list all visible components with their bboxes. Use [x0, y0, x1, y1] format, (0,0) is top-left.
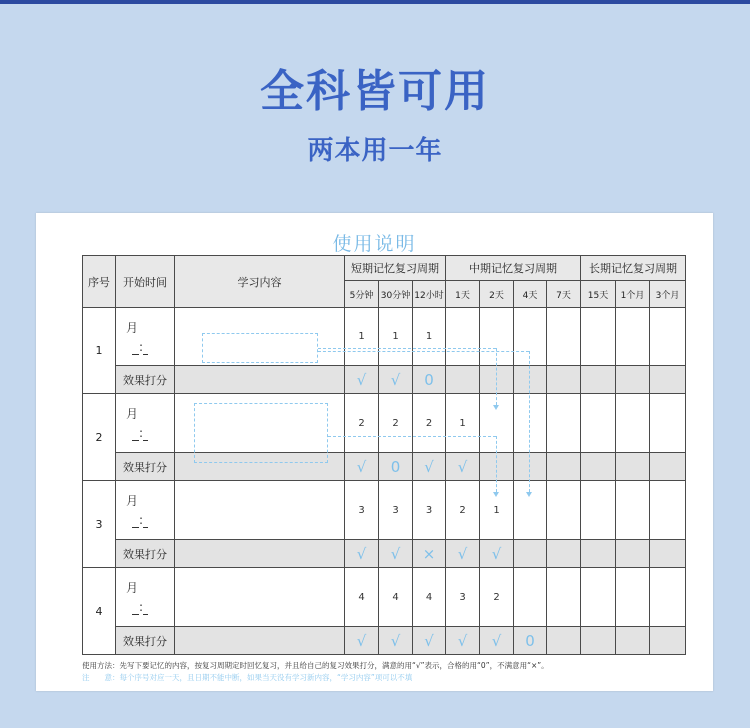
review-mark: √	[390, 370, 401, 389]
score-label-cell	[115, 365, 175, 394]
review-count: 1	[425, 331, 433, 342]
header-interval-text: 7天	[556, 290, 571, 301]
header-interval-text: 4天	[522, 290, 538, 301]
count-cell	[513, 393, 547, 453]
review-count: 3	[459, 591, 466, 603]
start-date: 月	[126, 407, 139, 421]
highlight-box-row2	[194, 403, 328, 463]
mark-cell	[615, 452, 650, 481]
mark-cell	[513, 452, 547, 481]
seq-cell	[82, 307, 116, 394]
count-cell	[580, 393, 616, 453]
count-cell	[615, 307, 650, 366]
mark-cell	[445, 539, 480, 568]
mark-cell	[445, 452, 480, 481]
mark-cell	[649, 539, 686, 568]
header-interval	[546, 280, 581, 308]
count-cell	[649, 567, 686, 627]
start-date: 月	[126, 581, 139, 595]
review-count: 3	[392, 504, 399, 516]
mark-cell	[445, 365, 480, 394]
review-mark: √	[390, 631, 401, 650]
count-cell	[412, 307, 446, 366]
count-cell	[649, 480, 686, 540]
review-table	[82, 255, 685, 654]
review-count: 2	[392, 417, 399, 429]
header-interval	[513, 280, 547, 308]
header-interval	[378, 280, 413, 308]
mark-cell	[513, 365, 547, 394]
count-cell	[580, 307, 616, 366]
header-seq	[82, 255, 116, 308]
start-time: :	[132, 513, 192, 527]
score-label-cell	[115, 626, 175, 655]
time-hour	[132, 600, 139, 615]
count-cell	[344, 307, 379, 366]
seq-cell-text: 3	[95, 517, 103, 531]
mark-cell	[378, 365, 413, 394]
header-seq-text: 序号	[88, 275, 110, 289]
header-long-term-text: 长期记忆复习周期	[589, 262, 677, 275]
header-interval-text: 1个月	[620, 290, 645, 301]
mark-cell	[479, 539, 514, 568]
score-label-cell-text: 效果打分	[123, 460, 167, 474]
count-cell	[513, 480, 547, 540]
note-text: 注 意：每个序号对应一天，且日期不能中断，如果当天没有学习新内容，“学习内容”项可以不填	[82, 673, 413, 682]
mark-cell	[580, 452, 616, 481]
count-cell	[344, 393, 379, 453]
highlight-box-row1	[202, 333, 318, 363]
content-cell	[174, 567, 345, 627]
usage-method-text: 使用方法：先写下要记忆的内容，按复习周期定时回忆复习，并且给自己的复习效果打分，满意的用“√”表示，合格的用“0”，不满意用“×”。	[82, 661, 549, 670]
mark-cell	[378, 626, 413, 655]
content-score-cell	[174, 626, 345, 655]
review-mark: √	[457, 631, 468, 650]
header-short-term-text: 短期记忆复习周期	[351, 262, 439, 275]
count-cell	[546, 307, 581, 366]
header-start-time-text: 开始时间	[123, 275, 167, 289]
instruction-sheet	[36, 213, 713, 691]
start-time-cell	[115, 307, 175, 366]
mark-cell	[580, 365, 616, 394]
count-cell	[445, 567, 480, 627]
connector-row1-a-tip	[493, 405, 499, 410]
count-cell	[479, 567, 514, 627]
score-label-cell-text: 效果打分	[123, 634, 167, 648]
header-interval-text: 1天	[455, 290, 470, 301]
mark-cell	[580, 539, 616, 568]
start-time: :	[132, 340, 192, 354]
review-count: 4	[358, 591, 365, 603]
count-cell	[615, 480, 650, 540]
mark-cell	[344, 365, 379, 394]
count-cell	[580, 567, 616, 627]
connector-row2-a-tip	[493, 492, 499, 497]
mark-cell	[412, 539, 446, 568]
count-cell	[412, 393, 446, 453]
connector-row2-a	[496, 436, 497, 492]
header-interval-text: 5分钟	[349, 290, 374, 301]
header-interval	[580, 280, 616, 308]
connector-row2-h	[328, 436, 496, 437]
header-interval	[649, 280, 686, 308]
review-count: 1	[459, 417, 466, 429]
count-cell	[344, 480, 379, 540]
connector-row1-a	[496, 348, 497, 405]
mark-cell	[580, 626, 616, 655]
review-mark: √	[390, 544, 401, 563]
header-interval-text: 15天	[587, 290, 609, 301]
time-hour	[132, 340, 139, 355]
mark-cell	[344, 626, 379, 655]
connector-row1-b	[529, 351, 530, 492]
score-label-cell	[115, 452, 175, 481]
count-cell	[378, 307, 413, 366]
start-time: :	[132, 426, 192, 440]
review-mark: √	[424, 631, 434, 650]
mark-cell	[649, 365, 686, 394]
mark-cell	[546, 452, 581, 481]
count-cell	[546, 480, 581, 540]
time-minute	[143, 426, 148, 441]
review-count: 3	[425, 504, 433, 516]
review-count: 1	[493, 504, 500, 516]
count-cell	[546, 393, 581, 453]
header-interval-text: 3个月	[655, 290, 680, 301]
headline: 全科皆可用	[260, 66, 490, 117]
count-cell	[649, 307, 686, 366]
count-cell	[546, 567, 581, 627]
start-time-cell	[115, 480, 175, 540]
count-cell	[580, 480, 616, 540]
sheet-title: 使用说明	[332, 233, 417, 255]
header-interval	[445, 280, 480, 308]
mark-cell	[412, 452, 446, 481]
score-label-cell-text: 效果打分	[123, 547, 167, 561]
header-mid-term	[445, 255, 581, 281]
subheadline: 两本用一年	[307, 136, 443, 166]
seq-cell	[82, 393, 116, 481]
count-cell	[412, 567, 446, 627]
seq-cell	[82, 567, 116, 655]
seq-cell-text: 4	[95, 604, 103, 618]
content-score-cell	[174, 365, 345, 394]
count-cell	[513, 307, 547, 366]
header-interval-text: 30分钟	[380, 290, 411, 301]
count-cell	[445, 393, 480, 453]
review-mark: √	[424, 457, 434, 476]
start-date: 月	[126, 321, 139, 335]
count-cell	[378, 480, 413, 540]
mark-cell	[546, 365, 581, 394]
review-count: 3	[358, 504, 365, 516]
review-count: 1	[392, 331, 399, 342]
mark-cell	[649, 452, 686, 481]
time-minute	[143, 513, 148, 528]
count-cell	[344, 567, 379, 627]
content-cell	[174, 480, 345, 540]
mark-cell	[412, 626, 446, 655]
start-time-cell	[115, 393, 175, 453]
header-interval	[344, 280, 379, 308]
count-cell	[649, 393, 686, 453]
time-hour	[132, 513, 139, 528]
header-interval	[479, 280, 514, 308]
time-minute	[143, 600, 148, 615]
header-long-term	[580, 255, 686, 281]
count-cell	[513, 567, 547, 627]
score-label-cell	[115, 539, 175, 568]
mark-cell	[479, 626, 514, 655]
mark-cell	[546, 539, 581, 568]
review-count: 1	[358, 331, 365, 342]
header-content	[174, 255, 345, 308]
connector-row1-h	[318, 348, 496, 349]
mark-cell	[344, 539, 379, 568]
start-date: 月	[126, 494, 139, 508]
review-mark: 0	[424, 370, 434, 389]
review-count: 2	[493, 591, 500, 603]
header-content-text: 学习内容	[237, 275, 282, 289]
review-count: 2	[425, 417, 433, 429]
mark-cell	[445, 626, 480, 655]
header-interval	[615, 280, 650, 308]
header-short-term	[344, 255, 446, 281]
header-interval-text: 12小时	[414, 290, 444, 301]
mark-cell	[344, 452, 379, 481]
count-cell	[412, 480, 446, 540]
mark-cell	[615, 539, 650, 568]
content-score-cell	[174, 539, 345, 568]
seq-cell	[82, 480, 116, 568]
time-hour	[132, 426, 139, 441]
top-accent-bar	[0, 0, 750, 4]
time-minute	[143, 340, 148, 355]
review-mark: √	[457, 457, 468, 476]
mark-cell	[615, 626, 650, 655]
count-cell	[445, 480, 480, 540]
count-cell	[615, 393, 650, 453]
review-mark: √	[457, 544, 468, 563]
seq-cell-text: 1	[95, 344, 103, 357]
mark-cell	[513, 626, 547, 655]
review-mark: 0	[390, 457, 401, 476]
seq-cell-text: 2	[95, 430, 103, 444]
start-time-cell	[115, 567, 175, 627]
count-cell	[445, 307, 480, 366]
review-mark: √	[491, 544, 502, 563]
review-mark: ×	[422, 544, 436, 563]
count-cell	[378, 567, 413, 627]
mark-cell	[378, 539, 413, 568]
mark-cell	[546, 626, 581, 655]
mark-cell	[649, 626, 686, 655]
header-start-time	[115, 255, 175, 308]
review-count: 2	[358, 417, 365, 429]
connector-row1-h2	[318, 351, 529, 352]
header-interval	[412, 280, 446, 308]
connector-row1-b-tip	[526, 492, 532, 497]
review-mark: √	[491, 631, 502, 650]
review-mark: √	[356, 544, 367, 563]
review-mark: √	[356, 370, 367, 389]
mark-cell	[412, 365, 446, 394]
review-count: 4	[425, 591, 433, 603]
score-label-cell-text: 效果打分	[123, 373, 167, 387]
review-mark: √	[356, 631, 367, 650]
mark-cell	[513, 539, 547, 568]
review-mark: √	[356, 457, 367, 476]
count-cell	[378, 393, 413, 453]
review-count: 4	[392, 591, 399, 603]
mark-cell	[615, 365, 650, 394]
mark-cell	[378, 452, 413, 481]
header-interval-text: 2天	[489, 290, 504, 301]
review-mark: 0	[525, 631, 535, 650]
start-time: :	[132, 600, 192, 614]
header-mid-term-text: 中期记忆复习周期	[469, 262, 557, 275]
review-count: 2	[459, 504, 466, 516]
count-cell	[615, 567, 650, 627]
